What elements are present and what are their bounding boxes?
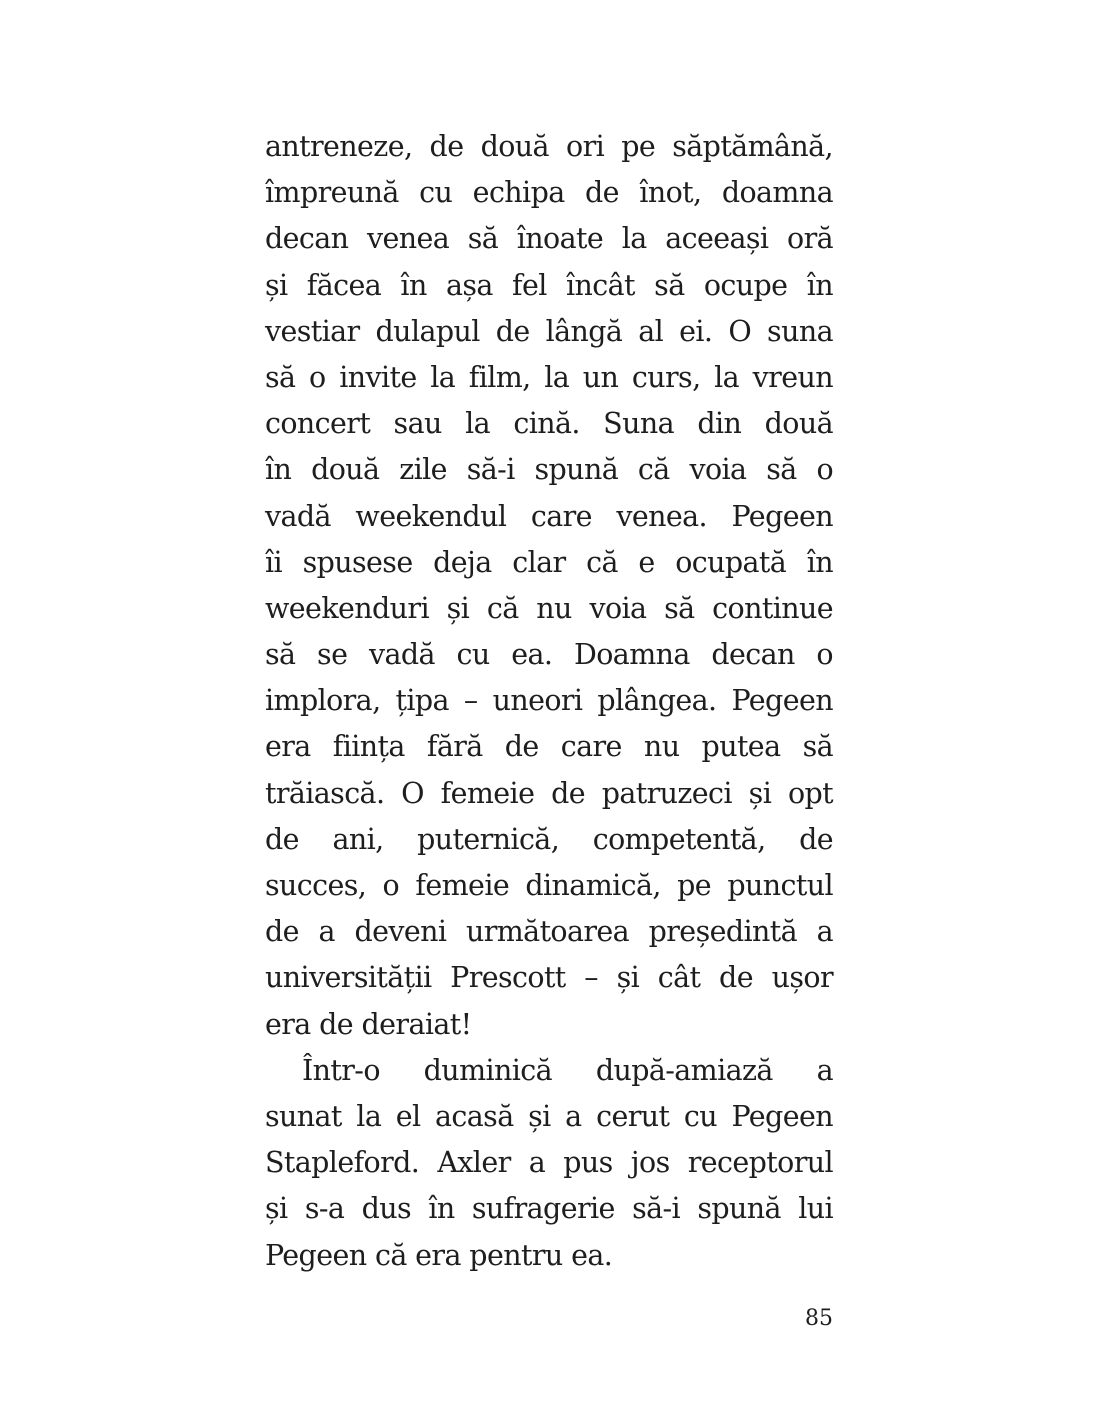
- text-line: în două zile să-i spună că voia să o: [265, 453, 833, 487]
- text-line: vestiar dulapul de lângă al ei. O suna: [265, 314, 833, 348]
- text-line: era de deraiat!: [265, 1007, 472, 1041]
- text-line: Stapleford. Axler a pus jos receptorul: [265, 1146, 833, 1180]
- body-text: [265, 124, 833, 1279]
- text-line: Pegeen că era pentru ea.: [265, 1238, 613, 1272]
- text-line: era ființa fără de care nu putea să: [265, 730, 833, 764]
- text-line: împreună cu echipa de înot, doamna: [265, 176, 833, 210]
- text-line: îi spusese deja clar că e ocupată în: [265, 545, 833, 579]
- text-line: trăiască. O femeie de patruzeci și opt: [265, 776, 833, 810]
- text-line: concert sau la cină. Suna din două: [265, 407, 833, 441]
- text-line: vadă weekendul care venea. Pegeen: [265, 499, 833, 533]
- paragraph-1: [265, 124, 833, 1048]
- text-line: decan venea să înoate la aceeași oră: [265, 222, 833, 256]
- text-line: succes, o femeie dinamică, pe punctul: [265, 869, 833, 902]
- page-number: 85: [805, 1306, 833, 1331]
- text-line: weekenduri și că nu voia să continue: [265, 591, 833, 625]
- text-line: și s-a dus în sufragerie să-i spună lui: [265, 1192, 833, 1226]
- text-line: antreneze, de două ori pe săptămână,: [265, 130, 833, 163]
- text-line: și făcea în așa fel încât să ocupe în: [265, 268, 833, 302]
- text-line: să o invite la film, la un curs, la vreun: [265, 360, 833, 394]
- text-line: universității Prescott – și cât de ușor: [265, 961, 833, 995]
- text-line: să se vadă cu ea. Doamna decan o: [265, 638, 833, 672]
- paragraph-2: [265, 1048, 833, 1279]
- text-line: de ani, puternică, competentă, de: [265, 822, 833, 856]
- text-line: Într-o duminică după-amiază a: [302, 1053, 833, 1087]
- text-line: de a deveni următoarea președintă a: [265, 915, 833, 949]
- text-line: implora, țipa – uneori plângea. Pegeen: [265, 684, 833, 718]
- text-line: sunat la el acasă și a cerut cu Pegeen: [265, 1099, 833, 1133]
